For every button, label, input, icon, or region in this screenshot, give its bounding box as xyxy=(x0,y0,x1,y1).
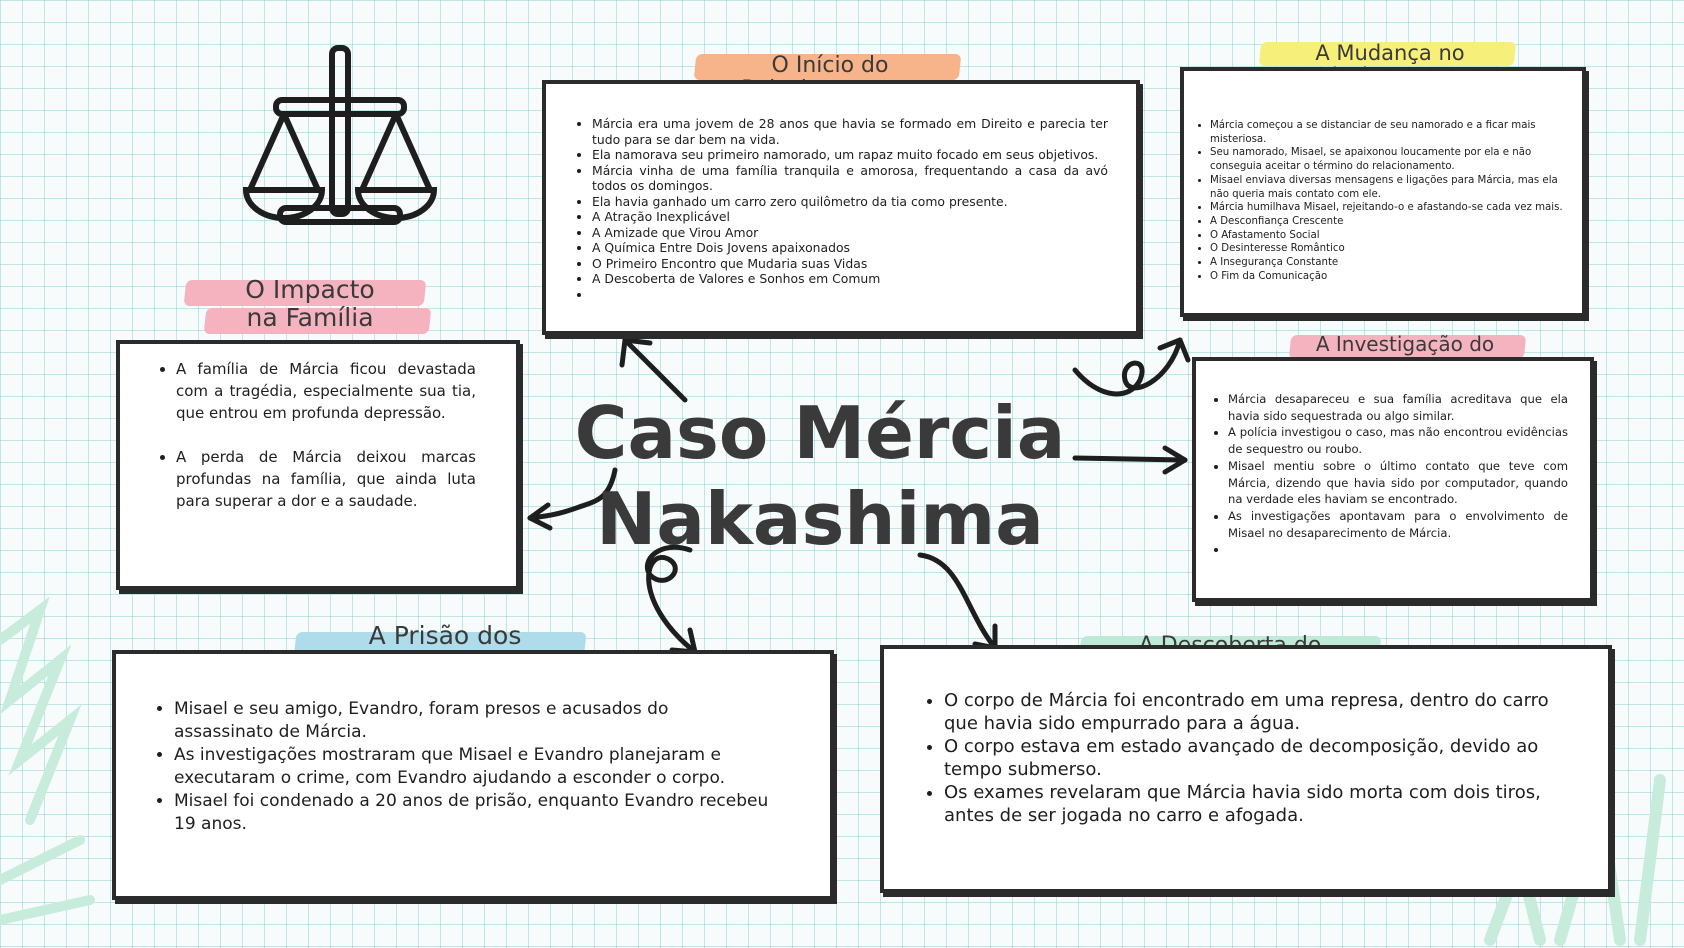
heading-impacto-line1: O Impacto xyxy=(245,275,375,304)
heading-impacto xyxy=(175,276,445,331)
list-item: • A família de Márcia ficou devastada com a tragédia, especialmente sua tia, que entrou em profunda depressão. xyxy=(176,358,476,424)
list-impacto xyxy=(156,358,476,512)
box-mudanca xyxy=(1180,67,1586,317)
list-item: • Ela namorava seu primeiro namorado, um rapaz muito focado em seus objetivos. xyxy=(592,147,1108,163)
box-prisao xyxy=(112,650,834,900)
list-item: • As investigações apontavam para o envolvimento de Misael no desaparecimento de Márcia. xyxy=(1228,508,1568,541)
list-item: • As investigações mostraram que Misael e Evandro planejaram e executaram o crime, com Evandro ajudando a esconder o corpo. xyxy=(174,744,770,790)
list-item: • Misael e seu amigo, Evandro, foram presos e acusados do assassinato de Márcia. xyxy=(174,698,770,744)
list-item xyxy=(592,287,1108,303)
title-line-1: Caso Mércia xyxy=(574,391,1066,475)
list-item: • Márcia humilhava Misael, rejeitando-o e afastando-se cada vez mais. xyxy=(1210,201,1564,215)
list-item: • A Insegurança Constante xyxy=(1210,256,1564,270)
list-item: • Misael enviava diversas mensagens e ligações para Márcia, mas ela não queria mais contato com ele. xyxy=(1210,174,1564,201)
heading-inicio-line1: O Início do xyxy=(771,53,889,78)
list-item: • A Descoberta de Valores e Sonhos em Comum xyxy=(592,271,1108,287)
list-item: • O Desinteresse Romântico xyxy=(1210,242,1564,256)
list-item: • Márcia vinha de uma família tranquila e amorosa, frequentando a casa da avó todos os domingos. xyxy=(592,163,1108,194)
heading-investigacao-line1: A Investigação do xyxy=(1315,332,1495,356)
list-descoberta xyxy=(924,689,1568,827)
list-item: • Márcia desapareceu e sua família acreditava que ela havia sido sequestrada ou algo similar. xyxy=(1228,391,1568,424)
box-impacto xyxy=(116,340,520,590)
list-item: • O corpo de Márcia foi encontrado em uma represa, dentro do carro que havia sido empurrado para a água. xyxy=(944,689,1568,735)
list-item: • Ela havia ganhado um carro zero quilômetro da tia como presente. xyxy=(592,194,1108,210)
list-mudanca xyxy=(1198,119,1564,283)
arrow-to-descoberta xyxy=(920,555,995,648)
list-item: • A polícia investigou o caso, mas não encontrou evidências de sequestro ou roubo. xyxy=(1228,424,1568,457)
title-line-2: Nakashima xyxy=(596,477,1044,562)
list-item: • Os exames revelaram que Márcia havia sido morta com dois tiros, antes de ser jogada no carro e afogada. xyxy=(944,781,1568,827)
central-title xyxy=(560,390,1080,563)
list-item: • A Amizade que Virou Amor xyxy=(592,225,1108,241)
list-item: • A Atração Inexplicável xyxy=(592,209,1108,225)
list-item: • Seu namorado, Misael, se apaixonou loucamente por ela e não conseguia aceitar o término do relacionamento. xyxy=(1210,146,1564,173)
list-item: • O Fim da Comunicação xyxy=(1210,270,1564,284)
list-item: • O Primeiro Encontro que Mudaria suas Vidas xyxy=(592,256,1108,272)
box-inicio xyxy=(542,80,1140,335)
box-descoberta xyxy=(880,645,1612,893)
list-item: • Misael mentiu sobre o último contato que teve com Márcia, dizendo que havia sido por computador, quando na verdade eles haviam se encontrado. xyxy=(1228,458,1568,508)
list-investigacao xyxy=(1214,391,1568,558)
list-item: • Misael foi condenado a 20 anos de prisão, enquanto Evandro recebeu 19 anos. xyxy=(174,790,770,836)
heading-mudanca-line1: A Mudança no xyxy=(1315,41,1465,65)
list-item: • A perda de Márcia deixou marcas profundas na família, que ainda luta para superar a dor e a saudade. xyxy=(176,446,476,512)
heading-impacto-line2: na Família xyxy=(246,302,374,332)
list-item: • Márcia era uma jovem de 28 anos que havia se formado em Direito e parecia ter tudo para se dar bem na vida. xyxy=(592,116,1108,147)
heading-prisao-line1: A Prisão dos xyxy=(368,621,522,650)
box-investigacao xyxy=(1192,357,1594,602)
arrow-to-investigacao xyxy=(1075,458,1185,460)
list-item: • O corpo estava em estado avançado de decomposição, devido ao tempo submerso. xyxy=(944,735,1568,781)
list-item: • O Afastamento Social xyxy=(1210,229,1564,243)
list-inicio xyxy=(572,116,1108,302)
list-prisao xyxy=(154,698,770,836)
list-item: • A Química Entre Dois Jovens apaixonados xyxy=(592,240,1108,256)
arrow-to-prisao xyxy=(647,547,695,652)
list-item: • Márcia começou a se distanciar de seu namorado e a ficar mais misteriosa. xyxy=(1210,119,1564,146)
list-item: • A Desconfiança Crescente xyxy=(1210,215,1564,229)
list-item xyxy=(1228,541,1568,558)
